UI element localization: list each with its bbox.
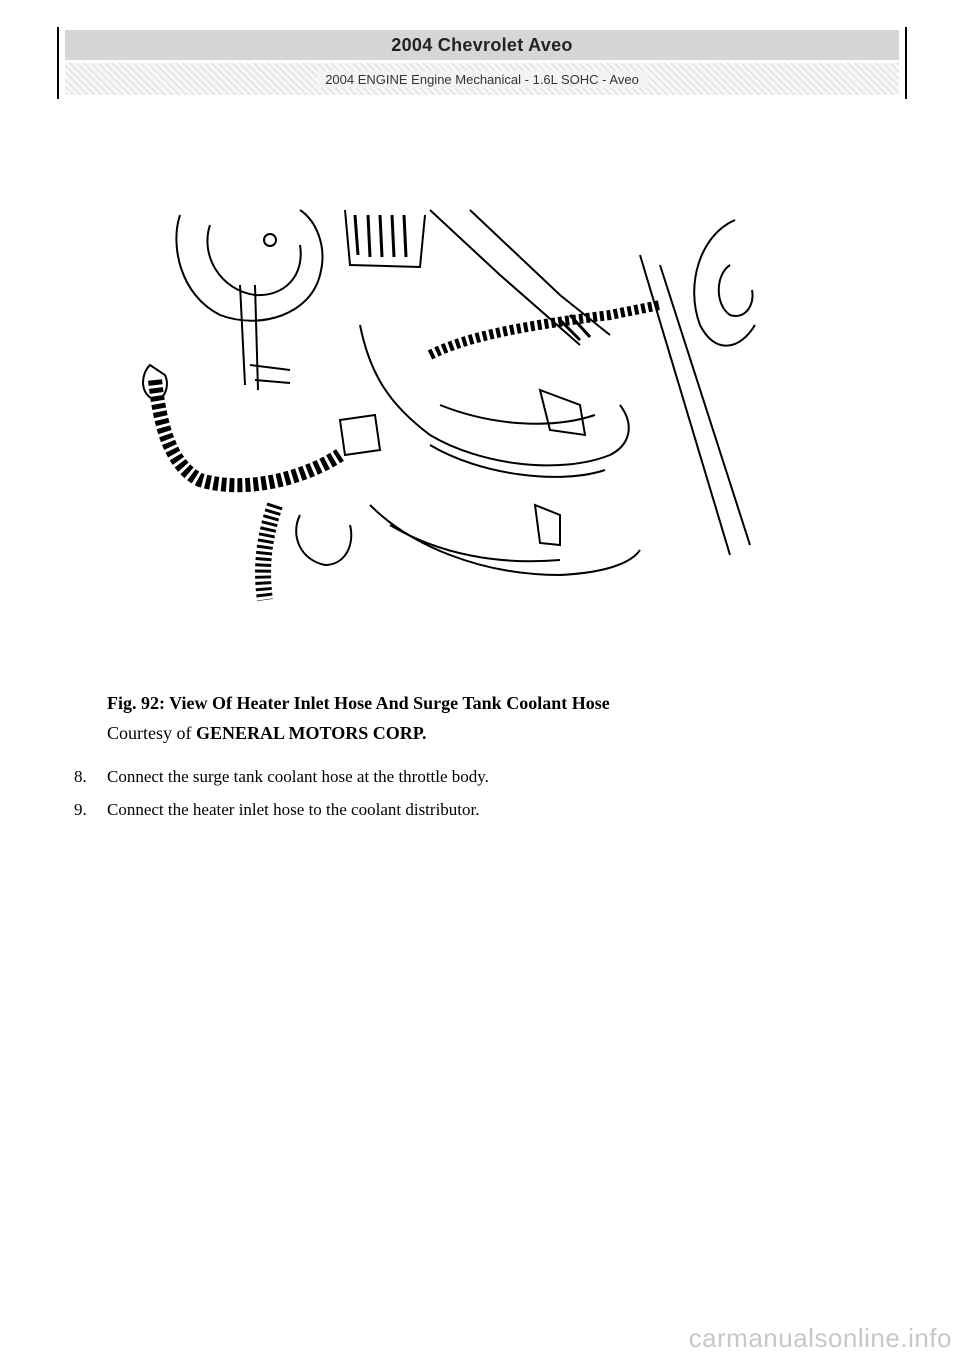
vertical-pipe <box>240 285 258 390</box>
top-diagonal-a <box>430 210 580 345</box>
site-watermark: carmanualsonline.info <box>688 1323 952 1353</box>
page-header <box>57 27 907 99</box>
lower-housing <box>370 505 640 575</box>
connector-ribs <box>355 215 406 257</box>
courtesy-label: Courtesy of <box>107 723 192 743</box>
subtitle-band <box>65 63 899 95</box>
frame-line-b <box>640 255 730 555</box>
engine-ridge-a <box>440 405 595 424</box>
engine-ridge-b <box>430 445 605 477</box>
step-text: Connect the surge tank coolant hose at the throttle body. <box>107 767 489 786</box>
corrugated-hose-lower <box>263 505 275 600</box>
hose-clamp-left <box>250 365 290 383</box>
frame-line-a <box>660 265 750 545</box>
surge-tank-hose <box>430 305 660 355</box>
document-title: 2004 Chevrolet Aveo <box>391 34 573 55</box>
header-right-rule <box>905 27 907 99</box>
document-subtitle: 2004 ENGINE Engine Mechanical - 1.6L SOHC - Aveo <box>317 71 647 88</box>
figure-caption <box>107 688 807 748</box>
hose-connector <box>340 415 380 455</box>
bracket-right <box>540 390 585 435</box>
pulley <box>719 265 753 316</box>
title-band <box>65 30 899 60</box>
lower-housing-inner <box>390 525 560 561</box>
figure-courtesy <box>107 718 807 748</box>
hose-clamp-upper <box>560 315 590 340</box>
engine-body-outline <box>360 325 629 465</box>
throttle-body-inner <box>207 225 300 295</box>
list-item <box>74 793 874 826</box>
throttle-bolt <box>264 234 276 246</box>
heater-inlet-hose <box>155 380 340 485</box>
step-number: 8. <box>74 767 87 786</box>
step-text: Connect the heater inlet hose to the coolant distributor. <box>107 800 480 819</box>
header-left-rule <box>57 27 59 99</box>
frame-curve-right <box>694 220 755 346</box>
procedure-steps <box>74 760 874 826</box>
figure-title: Fig. 92: View Of Heater Inlet Hose And Surge Tank Coolant Hose <box>107 693 610 713</box>
list-item <box>74 760 874 793</box>
engine-illustration <box>140 205 760 615</box>
bracket-right-lower <box>535 505 560 545</box>
courtesy-org: GENERAL MOTORS CORP. <box>196 723 427 743</box>
step-number: 9. <box>74 800 87 819</box>
coolant-distributor <box>296 515 351 565</box>
